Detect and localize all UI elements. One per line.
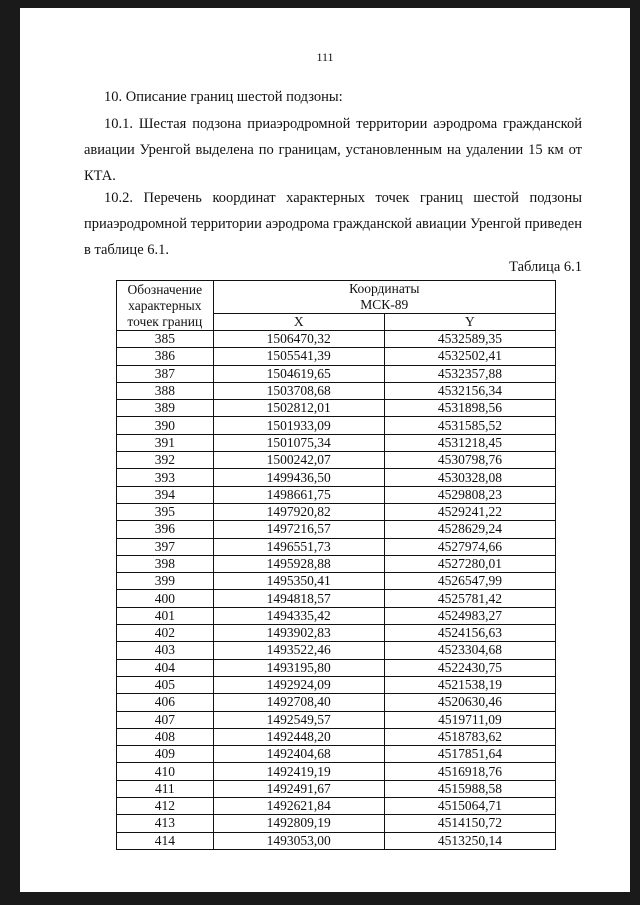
point-number-cell: 391: [117, 434, 214, 451]
header-y: Y: [384, 314, 555, 331]
table-row: [117, 452, 556, 469]
table-row: [117, 780, 556, 797]
point-number-cell: 396: [117, 521, 214, 538]
x-coordinate-cell: 1494818,57: [213, 590, 384, 607]
y-coordinate-cell: 4526547,99: [384, 573, 555, 590]
x-coordinate-cell: 1505541,39: [213, 348, 384, 365]
x-coordinate-cell: 1492621,84: [213, 798, 384, 815]
table-row: [117, 798, 556, 815]
header-point-line: точек границ: [127, 313, 203, 329]
x-coordinate-cell: 1503708,68: [213, 382, 384, 399]
point-number-cell: 395: [117, 503, 214, 520]
y-coordinate-cell: 4516918,76: [384, 763, 555, 780]
point-number-cell: 389: [117, 400, 214, 417]
table-row: [117, 521, 556, 538]
table-row: [117, 763, 556, 780]
scan-border-bottom: [0, 892, 640, 905]
x-coordinate-cell: 1492809,19: [213, 815, 384, 832]
point-number-cell: 390: [117, 417, 214, 434]
paragraph-10-1: 10.1. Шестая подзона приаэродромной территории аэродрома гражданской авиации Уренгой выделена по границам, установленным на удалении 15 км от КТА.: [84, 116, 582, 184]
x-coordinate-cell: 1492924,09: [213, 676, 384, 693]
coordinates-table-body: [117, 331, 556, 850]
table-row: [117, 331, 556, 348]
header-coordinates-line: МСК-89: [360, 297, 409, 312]
point-number-cell: 399: [117, 573, 214, 590]
point-number-cell: 412: [117, 798, 214, 815]
table-row: [117, 417, 556, 434]
scan-border-right: [630, 0, 640, 905]
y-coordinate-cell: 4527280,01: [384, 555, 555, 572]
x-coordinate-cell: 1492708,40: [213, 694, 384, 711]
table-row: [117, 382, 556, 399]
point-number-cell: 393: [117, 469, 214, 486]
x-coordinate-cell: 1492419,19: [213, 763, 384, 780]
point-number-cell: 400: [117, 590, 214, 607]
y-coordinate-cell: 4523304,68: [384, 642, 555, 659]
y-coordinate-cell: 4532589,35: [384, 331, 555, 348]
section-heading: 10. Описание границ шестой подзоны:: [104, 89, 343, 105]
table-row: [117, 832, 556, 849]
header-coordinates: [213, 281, 555, 314]
point-number-cell: 410: [117, 763, 214, 780]
y-coordinate-cell: 4520630,46: [384, 694, 555, 711]
table-row: [117, 694, 556, 711]
y-coordinate-cell: 4531898,56: [384, 400, 555, 417]
table-row: [117, 711, 556, 728]
header-point-line: характерных: [128, 297, 202, 313]
x-coordinate-cell: 1498661,75: [213, 486, 384, 503]
x-coordinate-cell: 1497920,82: [213, 503, 384, 520]
table-row: [117, 555, 556, 572]
x-coordinate-cell: 1492404,68: [213, 746, 384, 763]
point-number-cell: 414: [117, 832, 214, 849]
x-coordinate-cell: 1493902,83: [213, 625, 384, 642]
table-row: [117, 469, 556, 486]
x-coordinate-cell: 1500242,07: [213, 452, 384, 469]
y-coordinate-cell: 4515064,71: [384, 798, 555, 815]
point-number-cell: 413: [117, 815, 214, 832]
y-coordinate-cell: 4530328,08: [384, 469, 555, 486]
header-x: X: [213, 314, 384, 331]
point-number-cell: 405: [117, 676, 214, 693]
x-coordinate-cell: 1492491,67: [213, 780, 384, 797]
y-coordinate-cell: 4529241,22: [384, 503, 555, 520]
x-coordinate-cell: 1497216,57: [213, 521, 384, 538]
table-row: [117, 503, 556, 520]
x-coordinate-cell: 1494335,42: [213, 607, 384, 624]
table-caption: Таблица 6.1: [509, 259, 582, 275]
x-coordinate-cell: 1496551,73: [213, 538, 384, 555]
point-number-cell: 408: [117, 728, 214, 745]
x-coordinate-cell: 1501933,09: [213, 417, 384, 434]
x-coordinate-cell: 1492448,20: [213, 728, 384, 745]
y-coordinate-cell: 4530798,76: [384, 452, 555, 469]
y-coordinate-cell: 4531585,52: [384, 417, 555, 434]
point-number-cell: 394: [117, 486, 214, 503]
table-row: [117, 573, 556, 590]
document-page: [20, 8, 630, 892]
y-coordinate-cell: 4514150,72: [384, 815, 555, 832]
x-coordinate-cell: 1492549,57: [213, 711, 384, 728]
table-row: [117, 400, 556, 417]
point-number-cell: 397: [117, 538, 214, 555]
y-coordinate-cell: 4513250,14: [384, 832, 555, 849]
y-coordinate-cell: 4521538,19: [384, 676, 555, 693]
point-number-cell: 386: [117, 348, 214, 365]
page-number: 111: [316, 50, 334, 64]
x-coordinate-cell: 1506470,32: [213, 331, 384, 348]
y-coordinate-cell: 4531218,45: [384, 434, 555, 451]
coordinates-table: [116, 280, 556, 850]
scan-border-left: [0, 0, 20, 905]
x-coordinate-cell: 1501075,34: [213, 434, 384, 451]
x-coordinate-cell: 1504619,65: [213, 365, 384, 382]
x-coordinate-cell: 1502812,01: [213, 400, 384, 417]
x-coordinate-cell: 1495350,41: [213, 573, 384, 590]
table-row: [117, 434, 556, 451]
y-coordinate-cell: 4518783,62: [384, 728, 555, 745]
y-coordinate-cell: 4519711,09: [384, 711, 555, 728]
point-number-cell: 407: [117, 711, 214, 728]
y-coordinate-cell: 4524156,63: [384, 625, 555, 642]
y-coordinate-cell: 4532357,88: [384, 365, 555, 382]
y-coordinate-cell: 4529808,23: [384, 486, 555, 503]
point-number-cell: 402: [117, 625, 214, 642]
point-number-cell: 387: [117, 365, 214, 382]
point-number-cell: 411: [117, 780, 214, 797]
table-row: [117, 676, 556, 693]
y-coordinate-cell: 4525781,42: [384, 590, 555, 607]
y-coordinate-cell: 4527974,66: [384, 538, 555, 555]
table-row: [117, 746, 556, 763]
y-coordinate-cell: 4517851,64: [384, 746, 555, 763]
point-number-cell: 392: [117, 452, 214, 469]
table-row: [117, 348, 556, 365]
point-number-cell: 401: [117, 607, 214, 624]
table-row: [117, 607, 556, 624]
y-coordinate-cell: 4528629,24: [384, 521, 555, 538]
header-coordinates-line: Координаты: [349, 281, 420, 296]
y-coordinate-cell: 4532502,41: [384, 348, 555, 365]
point-number-cell: 385: [117, 331, 214, 348]
table-row: [117, 659, 556, 676]
point-number-cell: 406: [117, 694, 214, 711]
y-coordinate-cell: 4515988,58: [384, 780, 555, 797]
paragraph-10-2: 10.2. Перечень координат характерных точек границ шестой подзоны приаэродромной территории аэродрома гражданской авиации Уренгой приведен в таблице 6.1.: [84, 190, 582, 258]
point-number-cell: 398: [117, 555, 214, 572]
point-number-cell: 409: [117, 746, 214, 763]
table-row: [117, 365, 556, 382]
x-coordinate-cell: 1493522,46: [213, 642, 384, 659]
y-coordinate-cell: 4532156,34: [384, 382, 555, 399]
header-point-line: Обозначение: [127, 281, 203, 297]
x-coordinate-cell: 1495928,88: [213, 555, 384, 572]
header-point-designation: [117, 281, 214, 331]
x-coordinate-cell: 1493053,00: [213, 832, 384, 849]
point-number-cell: 404: [117, 659, 214, 676]
y-coordinate-cell: 4524983,27: [384, 607, 555, 624]
y-coordinate-cell: 4522430,75: [384, 659, 555, 676]
point-number-cell: 388: [117, 382, 214, 399]
table-row: [117, 815, 556, 832]
scan-border-top: [0, 0, 640, 8]
table-row: [117, 590, 556, 607]
table-row: [117, 486, 556, 503]
table-row: [117, 538, 556, 555]
x-coordinate-cell: 1499436,50: [213, 469, 384, 486]
table-row: [117, 642, 556, 659]
table-row: [117, 625, 556, 642]
table-row: [117, 728, 556, 745]
x-coordinate-cell: 1493195,80: [213, 659, 384, 676]
point-number-cell: 403: [117, 642, 214, 659]
